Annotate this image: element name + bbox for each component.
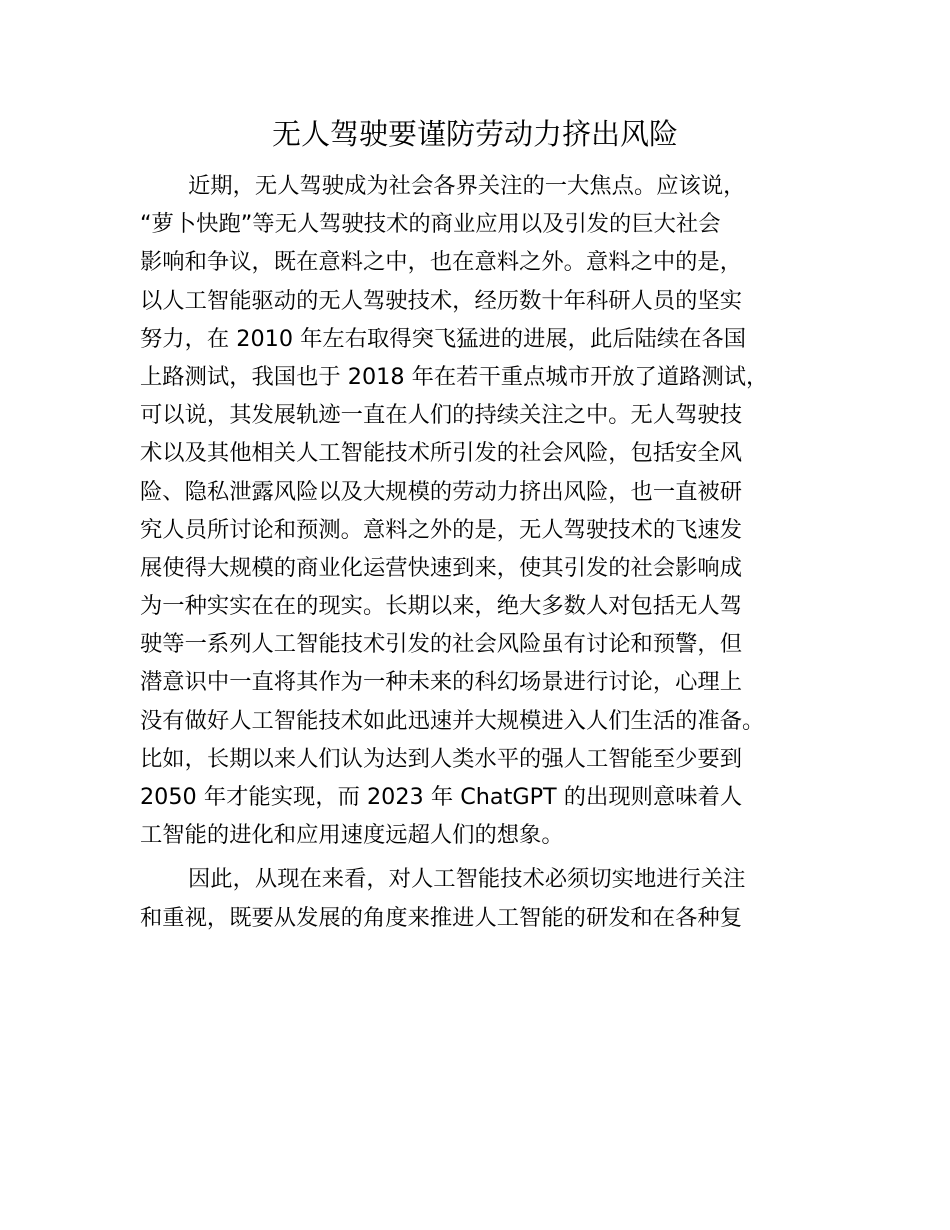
- paragraph-line: 比如，长期以来人们认为达到人类水平的强人工智能至少要到: [140, 745, 743, 772]
- paragraph-line: 险、隐私泄露风险以及大规模的劳动力挤出风险，也一直被研: [140, 478, 743, 505]
- document-title: 无人驾驶要谨防劳动力挤出风险: [271, 117, 678, 151]
- paragraph-1: [140, 167, 840, 854]
- document-body: [140, 167, 840, 937]
- paragraph-line: 究人员所讨论和预测。意料之外的是，无人驾驶技术的飞速发: [140, 516, 743, 543]
- paragraph-line: 术以及其他相关人工智能技术所引发的社会风险，包括安全风: [140, 440, 743, 467]
- paragraph-line: 潜意识中一直将其作为一种未来的科幻场景进行讨论，心理上: [140, 669, 743, 696]
- paragraph-line: 以人工智能驱动的无人驾驶技术，经历数十年科研人员的坚实: [140, 287, 743, 314]
- paragraph-line: 近期，无人驾驶成为社会各界关注的一大焦点。应该说，: [188, 173, 746, 199]
- paragraph-2: [140, 860, 840, 936]
- paragraph-line: 上路测试，我国也于 2018 年在若干重点城市开放了道路测试，: [140, 363, 769, 390]
- paragraph-line: 努力，在 2010 年左右取得突飞猛进的进展，此后陆续在各国: [140, 325, 747, 352]
- paragraph-line: 为一种实实在在的现实。长期以来，绝大多数人对包括无人驾: [140, 593, 743, 620]
- paragraph-line: 工智能的进化和应用速度远超人们的想象。: [140, 822, 564, 849]
- paragraph-line: 没有做好人工智能技术如此迅速并大规模进入人们生活的准备。: [140, 707, 765, 734]
- paragraph-line: “萝卜快跑”等无人驾驶技术的商业应用以及引发的巨大社会: [140, 211, 721, 238]
- paragraph-line: 展使得大规模的商业化运营快速到来，使其引发的社会影响成: [140, 554, 743, 581]
- paragraph-line: 影响和争议，既在意料之中，也在意料之外。意料之中的是，: [140, 249, 743, 276]
- paragraph-line: 可以说，其发展轨迹一直在人们的持续关注之中。无人驾驶技: [140, 402, 743, 429]
- paragraph-line: 驶等一系列人工智能技术引发的社会风险虽有讨论和预警，但: [140, 631, 743, 658]
- paragraph-line: 因此，从现在来看，对人工智能技术必须切实地进行关注: [188, 866, 746, 893]
- paragraph-line: 2050 年才能实现，而 2023 年 ChatGPT 的出现则意味着人: [140, 784, 743, 810]
- paragraph-line: 和重视，既要从发展的角度来推进人工智能的研发和在各种复: [140, 904, 743, 931]
